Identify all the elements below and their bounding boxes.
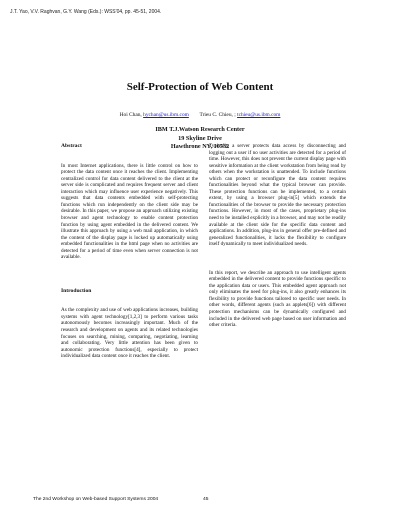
- right-paragraph-2: In this report, we describe an approach to use intelligent agents embedded in the delivered content to provide functions specific to the application data or users. This embedded agent approach not only eliminates the need for plug-ins, it also greatly enhances its flexibility to provide functions tailored to specific user needs. In other words, different agents (such as applets[6]) with different protection mechanisms can be dynamically configured and included in the delivered web page based on user information and other criteria.: [209, 269, 346, 329]
- right-column: [209, 143, 346, 329]
- author-line: [0, 112, 400, 118]
- running-head: J.T. Yao, V.V. Raghvan, G.Y. Wang (Eds.): WSS'04, pp. 45-51, 2004.: [10, 9, 162, 15]
- footer-workshop: The 2nd Workshop on Web-based Support Systems 2004: [33, 497, 159, 502]
- affiliation-org: IBM T.J.Watson Research Center: [155, 126, 245, 133]
- affiliation-city: Hawthrone NY, 10532: [170, 143, 230, 151]
- author2-name: Trieu C. Chieu, ;: [199, 112, 236, 118]
- author1-name: Hoi Chan,: [119, 112, 142, 118]
- page-number: 45: [203, 497, 209, 502]
- right-paragraph-1: Typically, a server protects data access by disconnecting and logging out a user if no user activities are detected for a period of time. However, this does not prevent the current display page with sensitive information at the client workstation from being read by others when the workstation is unattended. To include functions which can protect or reconfigure the data content requires functionalities beyond what the typical browser can provide. These protection functions can be implemented, to a certain extent, by using a browser plug-in[5] which extends the functionalities of the browser to provide the necessary protection functions. However, in most of the cases, proprietary plug-ins need to be installed explicitly in a browser, and may not be readily available at the client side for the specific data content and applications. In addition, plug-ins in general offer pre-defined and generalized functionalities, it lacks the flexibility to configure itself dynamically to meet individualized needs.: [209, 143, 346, 248]
- left-column: [61, 143, 198, 360]
- affiliation-street: 19 Skyline Drive: [178, 134, 222, 142]
- author2-email-link[interactable]: tchieu@us.ibm.com: [237, 112, 281, 118]
- abstract-heading: Abstract: [61, 143, 82, 149]
- introduction-heading: Introduction: [61, 287, 92, 294]
- author1-email-link[interactable]: hychan@us.ibm.com: [143, 112, 189, 118]
- abstract-text: In most Internet applications, there is little control on how to protect the data content once it reaches the client. Implementing centralized control for data content delivered to the client at the server side is complicated and requires frequent server and client interaction which may influence user experience negatively. This suggests that data contents embedded with self-protecting functions which run independently on the client side may be desirable. In this paper, we propose an approach utilizing existing browser and agent technology to enable content protection function by using agent embedded in the delivered content. We illustrate this approach by using a web mail application, in which the content of the display page is locked up automatically using embedded functionalities in the html page when no activities are detected for a period of time even when server connection is not available.: [61, 162, 198, 261]
- paper-title: Self-Protection of Web Content: [126, 81, 274, 93]
- introduction-text: As the complexity and use of web applications increases, building systems with agent technology[1,2,3] to perform various tasks autonomously becomes increasingly important. Much of the research and development on agents and its related technologies focuses on searching, mining, comparing, negotiating, learning and collaborating. Very little attention has been given to autonomic protection functions[4], especially to protect individualized data content once it reaches the client.: [61, 307, 198, 360]
